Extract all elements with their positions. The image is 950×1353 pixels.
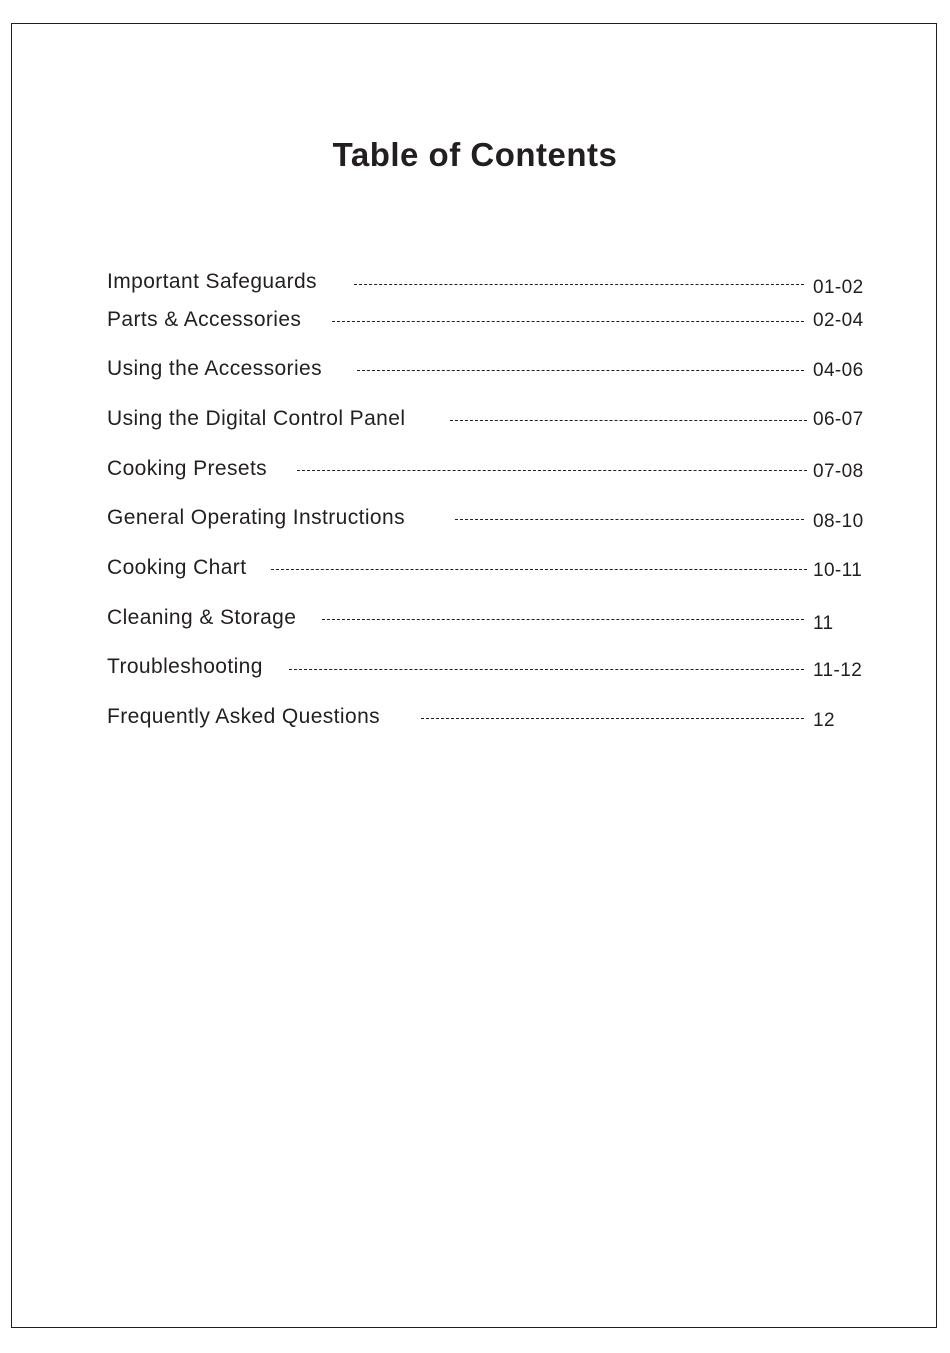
dotted-leader (297, 470, 807, 471)
dotted-leader (357, 370, 804, 371)
toc-entry-pages: 04-06 (813, 360, 864, 381)
toc-entry-label: Cleaning & Storage (107, 606, 302, 630)
toc-entry-label: General Operating Instructions (107, 506, 411, 530)
toc-entry-pages: 11-12 (813, 660, 863, 681)
toc-entry-label: Troubleshooting (107, 655, 269, 679)
page-title: Table of Contents (332, 136, 618, 173)
toc-entry-pages: 01-02 (813, 277, 864, 298)
toc-entry-label: Using the Accessories (107, 357, 328, 381)
dotted-leader (271, 569, 807, 570)
toc-entry-cooking-presets[interactable] (107, 457, 872, 487)
dotted-leader (289, 669, 804, 670)
toc-entry-pages: 11 (813, 613, 834, 634)
dotted-leader (421, 718, 804, 719)
toc-entry-pages: 02-04 (813, 310, 864, 331)
toc-entry-troubleshooting[interactable] (107, 655, 872, 685)
toc-entry-label: Frequently Asked Questions (107, 705, 386, 729)
toc-entry-pages: 10-11 (813, 560, 863, 581)
toc-entry-pages: 12 (813, 710, 835, 731)
toc-entry-using-accessories[interactable] (107, 357, 872, 387)
dotted-leader (322, 619, 804, 620)
toc-entry-cooking-chart[interactable] (107, 556, 872, 586)
toc-entry-digital-control-panel[interactable] (107, 407, 872, 437)
dotted-leader (455, 519, 804, 520)
toc-entry-label: Important Safeguards (107, 270, 323, 294)
dotted-leader (450, 420, 807, 421)
toc-entry-pages: 07-08 (813, 461, 864, 482)
dotted-leader (332, 321, 804, 322)
toc-entry-cleaning-storage[interactable] (107, 606, 872, 636)
toc-entry-faq[interactable] (107, 705, 872, 735)
toc-entry-label: Cooking Presets (107, 457, 273, 481)
toc-entry-label: Using the Digital Control Panel (107, 407, 411, 431)
toc-entry-parts-accessories[interactable] (107, 308, 872, 338)
toc-entry-important-safeguards[interactable] (107, 270, 872, 300)
toc-entry-pages: 08-10 (813, 511, 864, 532)
toc-entry-pages: 06-07 (813, 409, 864, 430)
toc-entry-general-operating[interactable] (107, 506, 872, 536)
toc-entry-label: Cooking Chart (107, 556, 252, 580)
toc-entry-label: Parts & Accessories (107, 308, 307, 332)
dotted-leader (354, 284, 804, 285)
